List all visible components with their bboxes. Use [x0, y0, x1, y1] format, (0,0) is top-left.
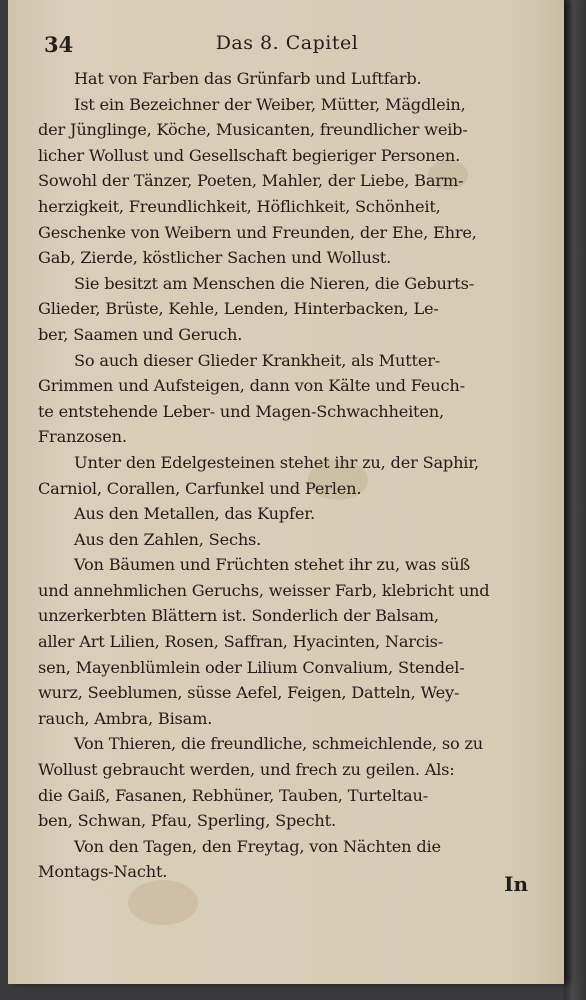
running-head: Das 8. Capitel: [215, 32, 359, 54]
text-line: Sowohl der Tänzer, Poeten, Mahler, der Liebe, Barm-: [38, 171, 464, 191]
book-page: [8, 0, 564, 984]
text-line: Sie besitzt am Menschen die Nieren, die Geburts-: [74, 273, 474, 293]
text-line: unzerkerbten Blättern ist. Sonderlich der Balsam,: [38, 606, 439, 626]
text-line: die Gaiß, Fasanen, Rebhüner, Tauben, Turteltau-: [38, 785, 428, 805]
text-line: Glieder, Brüste, Kehle, Lenden, Hinterbacken, Le-: [38, 299, 439, 319]
text-line: Montags-Nacht.: [38, 862, 168, 882]
text-line: Wollust gebraucht werden, und frech zu geilen. Als:: [38, 760, 455, 780]
text-line: Geschenke von Weibern und Freunden, der Ehe, Ehre,: [38, 222, 477, 242]
text-line: herzigkeit, Freundlichkeit, Höflichkeit, Schönheit,: [38, 196, 441, 216]
text-line: Carniol, Corallen, Carfunkel und Perlen.: [38, 478, 362, 498]
text-line: Unter den Edelgesteinen stehet ihr zu, der Saphir,: [74, 452, 479, 472]
text-line: Franzosen.: [38, 427, 127, 447]
text-line: ber, Saamen und Geruch.: [38, 324, 243, 344]
page-header: [38, 28, 536, 62]
text-line: der Jünglinge, Köche, Musicanten, freundlicher weib-: [38, 120, 468, 140]
body-text: [38, 66, 548, 885]
text-line: und annehmlichen Geruchs, weisser Farb, klebricht und: [38, 580, 490, 600]
page-number: 34: [44, 32, 74, 57]
text-line: Gab, Zierde, köstlicher Sachen und Wollust.: [38, 248, 392, 268]
text-line: Grimmen und Aufsteigen, dann von Kälte und Feuch-: [38, 376, 465, 396]
text-line: Von Thieren, die freundliche, schmeichlende, so zu: [74, 734, 484, 754]
text-line: wurz, Seeblumen, süsse Aefel, Feigen, Datteln, Wey-: [38, 683, 460, 703]
text-line: Aus den Metallen, das Kupfer.: [74, 504, 315, 524]
text-line: Ist ein Bezeichner der Weiber, Mütter, Mägdlein,: [74, 94, 466, 114]
text-line: Hat von Farben das Grünfarb und Luftfarb.: [74, 69, 422, 88]
text-line: ben, Schwan, Pfau, Sperling, Specht.: [38, 811, 336, 831]
text-line: Von Bäumen und Früchten stehet ihr zu, was süß: [74, 555, 470, 575]
text-line: So auch dieser Glieder Krankheit, als Mutter-: [74, 350, 441, 370]
text-line: aller Art Lilien, Rosen, Saffran, Hyacinten, Narcis-: [38, 632, 444, 652]
book-edge: [564, 0, 586, 1000]
catchword: In: [504, 872, 528, 896]
text-line: licher Wollust und Gesellschaft begieriger Personen.: [38, 145, 461, 165]
text-line: sen, Mayenblümlein oder Lilium Convalium, Stendel-: [38, 657, 465, 677]
text-line: rauch, Ambra, Bisam.: [38, 708, 213, 728]
text-line: Aus den Zahlen, Sechs.: [74, 529, 262, 549]
text-line: te entstehende Leber- und Magen-Schwachheiten,: [38, 401, 444, 421]
text-line: Von den Tagen, den Freytag, von Nächten die: [74, 836, 441, 856]
